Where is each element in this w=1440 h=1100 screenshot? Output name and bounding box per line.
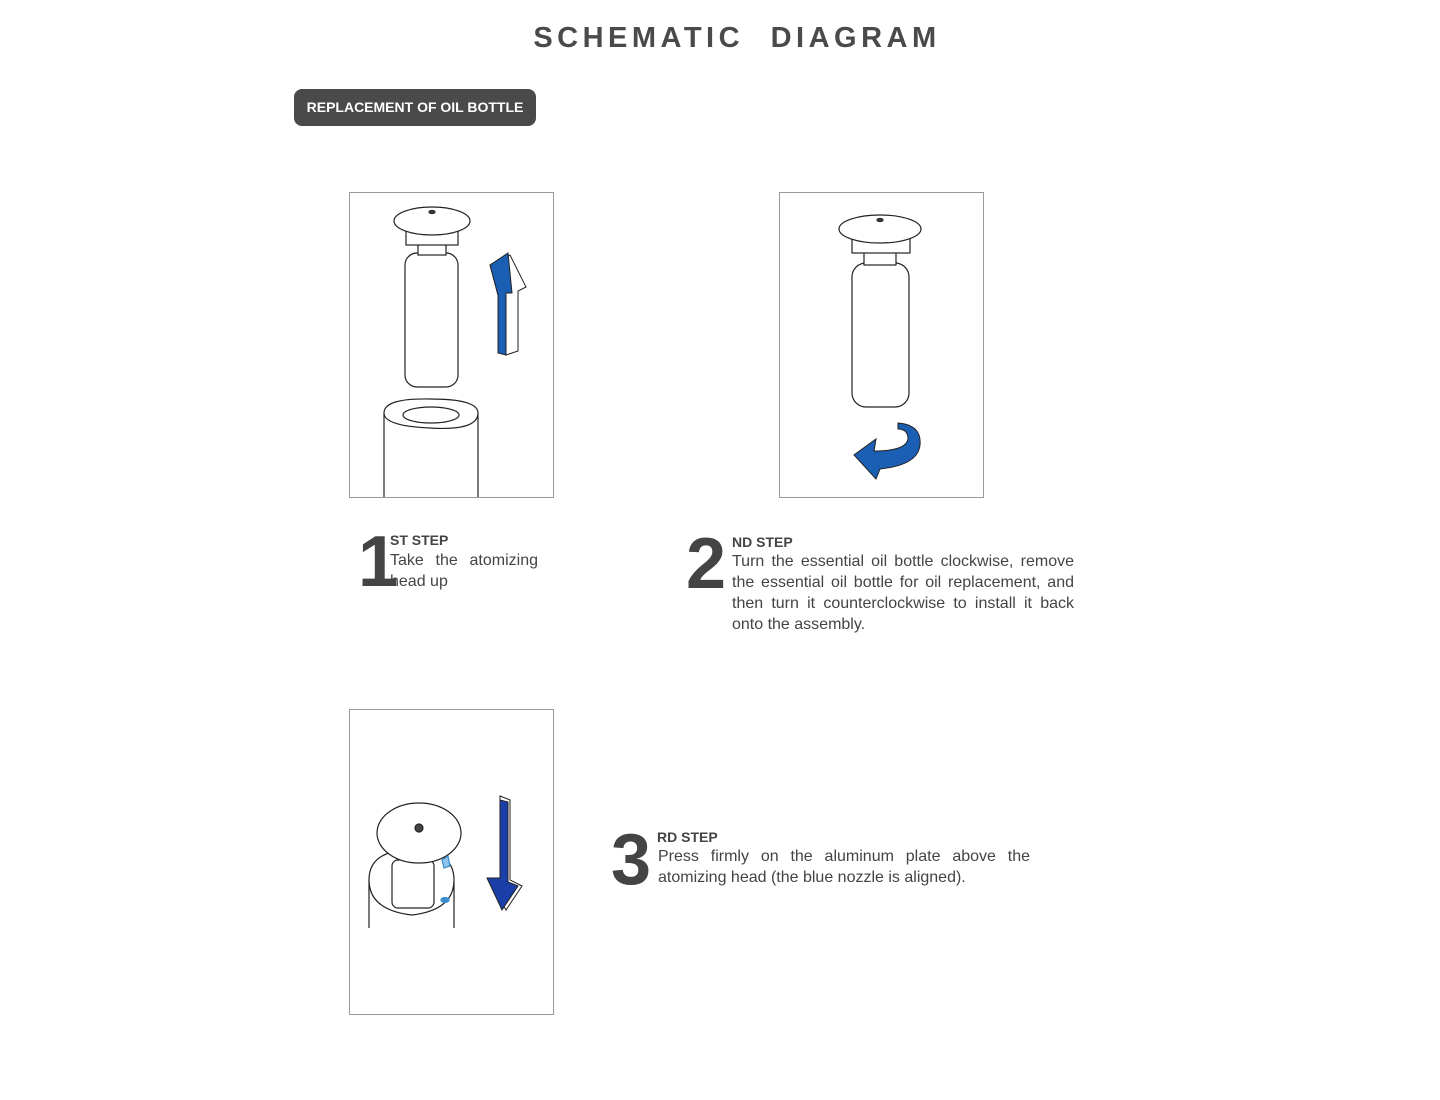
step-3-number: 3	[611, 820, 652, 900]
step-1-title: ST STEP	[390, 532, 449, 548]
step-2-text: Turn the essential oil bottle clockwise, remove the essential oil bottle for oil replacement, and then turn it counterclockwise to install it back onto the assembly.	[732, 553, 1074, 633]
step-1-illustration	[349, 192, 554, 498]
step-1-number: 1	[358, 522, 399, 602]
step-3-title: RD STEP	[657, 829, 718, 845]
section-badge: REPLACEMENT OF OIL BOTTLE	[294, 89, 536, 126]
up-arrow-icon	[490, 253, 526, 355]
press-plate-drawing	[350, 710, 553, 1014]
step-3-text: Press firmly on the aluminum plate above the atomizing head (the blue nozzle is aligned).	[658, 848, 1030, 886]
down-arrow-icon	[487, 796, 522, 910]
bottle-rotate-drawing	[780, 193, 983, 497]
step-3-illustration	[349, 709, 554, 1015]
rotate-arrow-icon	[854, 423, 920, 479]
page-title: SCHEMATIC DIAGRAM	[533, 22, 941, 54]
step-1-text: Take the atomizing head up	[390, 552, 538, 590]
step-2-number: 2	[686, 524, 727, 604]
atomizing-head-lift-drawing	[350, 193, 553, 497]
step-2-illustration	[779, 192, 984, 498]
step-2-title: ND STEP	[732, 534, 793, 550]
